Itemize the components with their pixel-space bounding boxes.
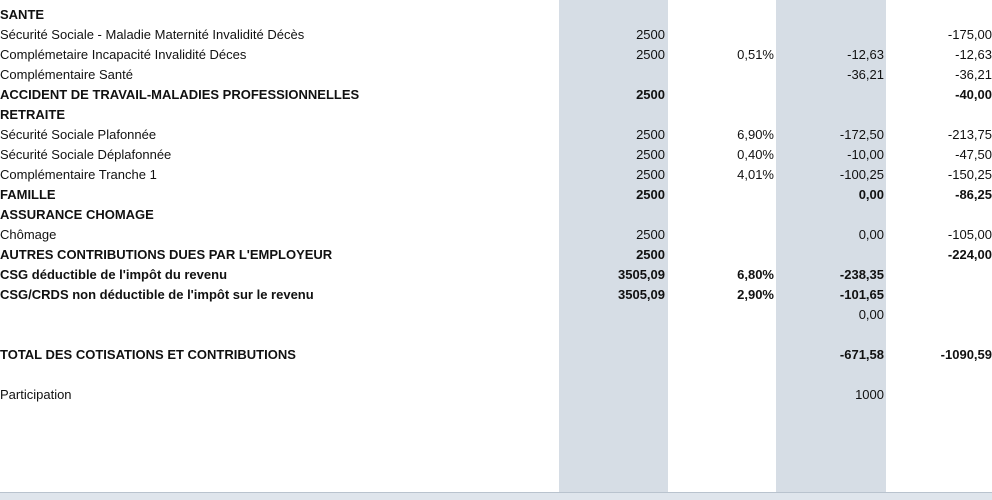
row-label: Complémentaire Tranche 1 — [0, 167, 157, 182]
employee-amount: -671,58 — [839, 347, 884, 362]
table-row — [0, 185, 992, 205]
table-row — [0, 105, 992, 125]
employer-total: -105,00 — [947, 227, 992, 242]
base-value: 2500 — [636, 167, 665, 182]
row-label: Sécurité Sociale Déplafonnée — [0, 147, 172, 162]
table-row — [0, 205, 992, 225]
table-row — [0, 285, 992, 305]
table-row — [0, 145, 992, 165]
row-label: TOTAL DES COTISATIONS ET CONTRIBUTIONS — [0, 347, 296, 362]
base-value: 2500 — [636, 187, 665, 202]
employee-amount: -12,63 — [847, 47, 884, 62]
employer-total: -1090,59 — [940, 347, 992, 362]
base-value: 2500 — [636, 147, 665, 162]
base-value: 3505,09 — [618, 287, 665, 302]
employer-total: -224,00 — [947, 247, 992, 262]
base-value: 2500 — [636, 247, 665, 262]
employee-amount: -238,35 — [839, 267, 884, 282]
table-row — [0, 165, 992, 185]
row-label: Participation — [0, 387, 72, 402]
base-value: 2500 — [636, 47, 665, 62]
employee-amount: 1000 — [855, 387, 884, 402]
row-label: Sécurité Sociale Plafonnée — [0, 127, 157, 142]
employer-total: -213,75 — [947, 127, 992, 142]
employer-total: -36,21 — [955, 67, 992, 82]
table-row — [0, 25, 992, 45]
base-value: 2500 — [636, 127, 665, 142]
employee-amount: -172,50 — [839, 127, 884, 142]
employee-amount: -100,25 — [839, 167, 884, 182]
employee-amount: -10,00 — [847, 147, 884, 162]
table-row — [0, 245, 992, 265]
employer-total: -86,25 — [955, 187, 992, 202]
base-value: 2500 — [636, 87, 665, 102]
sheet-bottom-border — [0, 492, 992, 500]
table-row — [0, 65, 992, 85]
rate-value: 4,01% — [737, 167, 774, 182]
rate-value: 2,90% — [737, 287, 774, 302]
row-label: SANTE — [0, 7, 45, 22]
row-label: Complémetaire Incapacité Invalidité Déces — [0, 47, 247, 62]
row-label: RETRAITE — [0, 107, 65, 122]
table-row — [0, 305, 992, 325]
row-label: CSG déductible de l'impôt du revenu — [0, 267, 228, 282]
row-label: Sécurité Sociale - Maladie Maternité Invalidité Décès — [0, 27, 305, 42]
employee-amount: 0,00 — [858, 227, 884, 242]
employer-total: -12,63 — [955, 47, 992, 62]
row-label: Chômage — [0, 227, 57, 242]
table-row — [0, 225, 992, 245]
table-row — [0, 45, 992, 65]
employer-total: -175,00 — [947, 27, 992, 42]
row-label: FAMILLE — [0, 187, 56, 202]
row-label: AUTRES CONTRIBUTIONS DUES PAR L'EMPLOYEUR — [0, 247, 333, 262]
rate-value: 6,80% — [737, 267, 774, 282]
employer-total: -150,25 — [947, 167, 992, 182]
employer-total: -47,50 — [955, 147, 992, 162]
table-row — [0, 365, 992, 385]
employee-amount: 0,00 — [858, 187, 884, 202]
table-row — [0, 345, 992, 365]
row-label: ACCIDENT DE TRAVAIL-MALADIES PROFESSIONNELLES — [0, 87, 360, 102]
table-row — [0, 325, 992, 345]
table-row — [0, 125, 992, 145]
rate-value: 0,51% — [737, 47, 774, 62]
employee-amount: -36,21 — [847, 67, 884, 82]
base-value: 3505,09 — [618, 267, 665, 282]
base-value: 2500 — [636, 227, 665, 242]
base-value: 2500 — [636, 27, 665, 42]
row-label: ASSURANCE CHOMAGE — [0, 207, 154, 222]
employee-amount: -101,65 — [839, 287, 884, 302]
rate-value: 0,40% — [737, 147, 774, 162]
table-row — [0, 265, 992, 285]
table-row — [0, 85, 992, 105]
row-label: Complémentaire Santé — [0, 67, 133, 82]
table-row — [0, 5, 992, 25]
employee-amount: 0,00 — [858, 307, 884, 322]
employer-total: -40,00 — [955, 87, 992, 102]
table-row — [0, 385, 992, 405]
row-label: CSG/CRDS non déductible de l'impôt sur le revenu — [0, 287, 314, 302]
rate-value: 6,90% — [737, 127, 774, 142]
